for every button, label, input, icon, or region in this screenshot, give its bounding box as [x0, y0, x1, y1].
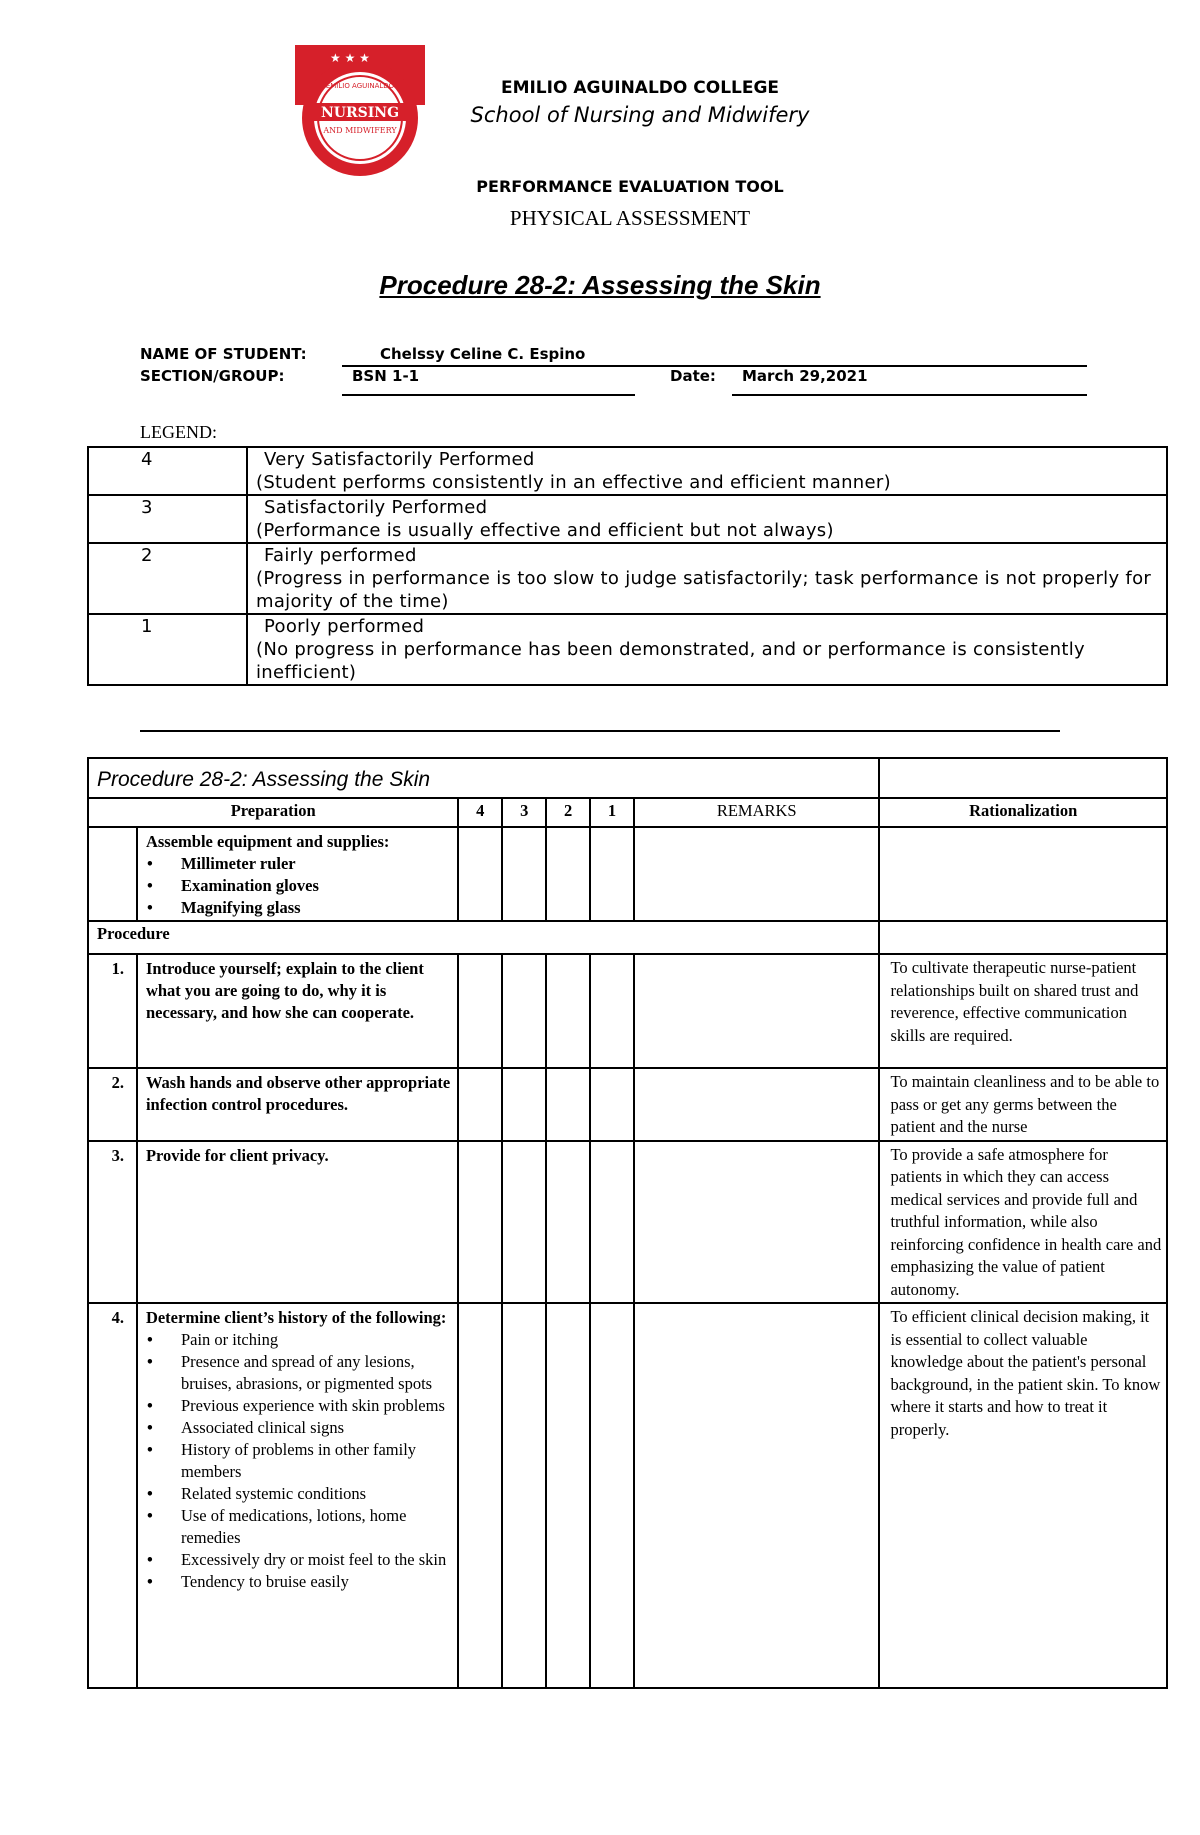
legend-row [88, 447, 1167, 495]
list-item: • Examination gloves [181, 875, 453, 897]
table-title: Procedure 28-2: Assessing the Skin [88, 758, 879, 798]
date-label: Date: [670, 367, 716, 385]
step-text: Provide for client privacy. [137, 1141, 458, 1304]
legend-desc [247, 614, 1167, 685]
name-value: Chelssy Celine C. Espino [380, 345, 586, 363]
legend-score: 2 [88, 543, 247, 614]
score-cell[interactable] [590, 1141, 634, 1304]
college-name: EMILIO AGUINALDO COLLEGE [500, 78, 780, 98]
list-item: • Millimeter ruler [181, 853, 453, 875]
legend-desc-text: (Student performs consistently in an effective and efficient manner) [256, 472, 891, 493]
score-cell[interactable] [502, 954, 546, 1068]
list-item: • History of problems in other family members [181, 1439, 453, 1483]
score-cell[interactable] [546, 1303, 590, 1688]
rationale-cell[interactable]: To provide a safe atmosphere for patients in which they can access medical services and provide full and truthful information, while also reinforcing confidence in health care and emphasizing the value of patient autonomy. [879, 1141, 1167, 1304]
score-cell[interactable] [546, 1068, 590, 1141]
list-item: • Pain or itching [181, 1329, 453, 1351]
logo-top-text: EMILIO AGUINALDO [325, 82, 395, 90]
table-row [88, 954, 1167, 1068]
list-item: • Use of medications, lotions, home remedies [181, 1505, 453, 1549]
subject-title: PHYSICAL ASSESSMENT [509, 206, 751, 230]
remarks-cell[interactable] [634, 954, 880, 1068]
step-text: Introduce yourself; explain to the client what you are going to do, why it is necessary, and how she can cooperate. [137, 954, 458, 1068]
score-cell[interactable] [546, 1141, 590, 1304]
rationale-cell[interactable]: To maintain cleanliness and to be able to pass or get any germs between the patient and the nurse [879, 1068, 1167, 1141]
remarks-cell[interactable] [634, 827, 880, 921]
step-number: 3. [88, 1141, 137, 1304]
rationalization-header: Rationalization [879, 798, 1167, 827]
legend-title: LEGEND: [140, 422, 217, 442]
logo-sub-text: AND MIDWIFERY [323, 126, 397, 135]
evaluation-table [87, 757, 1168, 1689]
score-cell[interactable] [502, 1068, 546, 1141]
rationale-cell[interactable]: To efficient clinical decision making, it is essential to collect valuable knowledge about the patient's personal background, in the patient skin. To know where it starts and how to treat it properly. [879, 1303, 1167, 1688]
table-title-blank [879, 758, 1167, 798]
score-cell[interactable] [458, 1141, 502, 1304]
svg-text:★ ★ ★: ★ ★ ★ [330, 51, 370, 65]
preparation-row [88, 827, 1167, 921]
remarks-cell[interactable] [634, 1303, 880, 1688]
list-item: • Excessively dry or moist feel to the skin [181, 1549, 453, 1571]
preparation-header: Preparation [88, 798, 458, 827]
legend-score: 1 [88, 614, 247, 685]
score-cell[interactable] [502, 1303, 546, 1688]
score-cell[interactable] [502, 1141, 546, 1304]
score-cell[interactable] [546, 827, 590, 921]
equipment-list [146, 853, 453, 919]
logo-main-text: NURSING [320, 105, 400, 121]
procedure-label: Procedure [88, 921, 879, 954]
procedure-label-blank [879, 921, 1167, 954]
legend-score: 3 [88, 495, 247, 543]
score-4-header: 4 [458, 798, 502, 827]
legend-row [88, 495, 1167, 543]
score-3-header: 3 [502, 798, 546, 827]
school-name: School of Nursing and Midwifery [470, 103, 810, 127]
score-cell[interactable] [458, 1068, 502, 1141]
score-2-header: 2 [546, 798, 590, 827]
rationale-cell[interactable] [879, 827, 1167, 921]
section-value: BSN 1-1 [352, 367, 420, 385]
section-underline [342, 394, 635, 396]
step-number: 4. [88, 1303, 137, 1688]
score-cell[interactable] [502, 827, 546, 921]
score-cell[interactable] [590, 1303, 634, 1688]
list-item: • Associated clinical signs [181, 1417, 453, 1439]
header-row [88, 798, 1167, 827]
score-cell[interactable] [458, 827, 502, 921]
logo-bottom-text: COLLEGE [343, 144, 377, 152]
prep-blank [88, 827, 137, 921]
name-label: NAME OF STUDENT: [140, 345, 307, 363]
score-cell[interactable] [590, 1068, 634, 1141]
legend-desc-text: (No progress in performance has been demonstrated, and or performance is consistently inefficient) [256, 639, 1085, 683]
table-title-row [88, 758, 1167, 798]
legend-desc-text: (Progress in performance is too slow to judge satisfactorily; task performance is not properly for majority of the time) [256, 568, 1152, 612]
remarks-cell[interactable] [634, 1141, 880, 1304]
table-row [88, 1141, 1167, 1304]
separator-line [140, 730, 1060, 732]
score-cell[interactable] [590, 954, 634, 1068]
legend-score: 4 [88, 447, 247, 495]
step-number: 2. [88, 1068, 137, 1141]
legend-desc-title: Poorly performed [264, 616, 425, 637]
legend-desc [247, 447, 1167, 495]
history-list [146, 1329, 453, 1593]
tool-title: PERFORMANCE EVALUATION TOOL [476, 177, 784, 196]
remarks-cell[interactable] [634, 1068, 880, 1141]
step-text-cell [137, 1303, 458, 1688]
legend-row [88, 614, 1167, 685]
procedure-label-row [88, 921, 1167, 954]
preparation-title: Assemble equipment and supplies: [145, 832, 390, 851]
step-text: Determine client’s history of the following: [145, 1308, 447, 1327]
list-item: • Magnifying glass [181, 897, 453, 919]
legend-desc-title: Satisfactorily Performed [264, 497, 488, 518]
list-item: • Tendency to bruise easily [181, 1571, 453, 1593]
date-value: March 29,2021 [742, 367, 868, 385]
legend-desc-text: (Performance is usually effective and efficient but not always) [256, 520, 834, 541]
rationale-cell[interactable]: To cultivate therapeutic nurse-patient relationships built on shared trust and reverence, effective communication skills are required. [879, 954, 1167, 1068]
legend-desc-title: Very Satisfactorily Performed [264, 449, 535, 470]
legend-desc [247, 495, 1167, 543]
score-cell[interactable] [590, 827, 634, 921]
legend-desc-title: Fairly performed [264, 545, 417, 566]
table-row [88, 1303, 1167, 1688]
table-row [88, 1068, 1167, 1141]
date-underline [732, 394, 1087, 396]
remarks-header: REMARKS [634, 798, 880, 827]
score-cell[interactable] [458, 1303, 502, 1688]
step-text: Wash hands and observe other appropriate infection control procedures. [137, 1068, 458, 1141]
step-number: 1. [88, 954, 137, 1068]
legend-row [88, 543, 1167, 614]
procedure-title: Procedure 28-2: Assessing the Skin [379, 270, 821, 300]
section-label: SECTION/GROUP: [140, 367, 285, 385]
list-item: • Related systemic conditions [181, 1483, 453, 1505]
list-item: • Presence and spread of any lesions, bruises, abrasions, or pigmented spots [181, 1351, 453, 1395]
score-1-header: 1 [590, 798, 634, 827]
list-item: • Previous experience with skin problems [181, 1395, 453, 1417]
preparation-cell [137, 827, 458, 921]
legend-table [87, 446, 1168, 686]
legend-desc [247, 543, 1167, 614]
score-cell[interactable] [546, 954, 590, 1068]
score-cell[interactable] [458, 954, 502, 1068]
